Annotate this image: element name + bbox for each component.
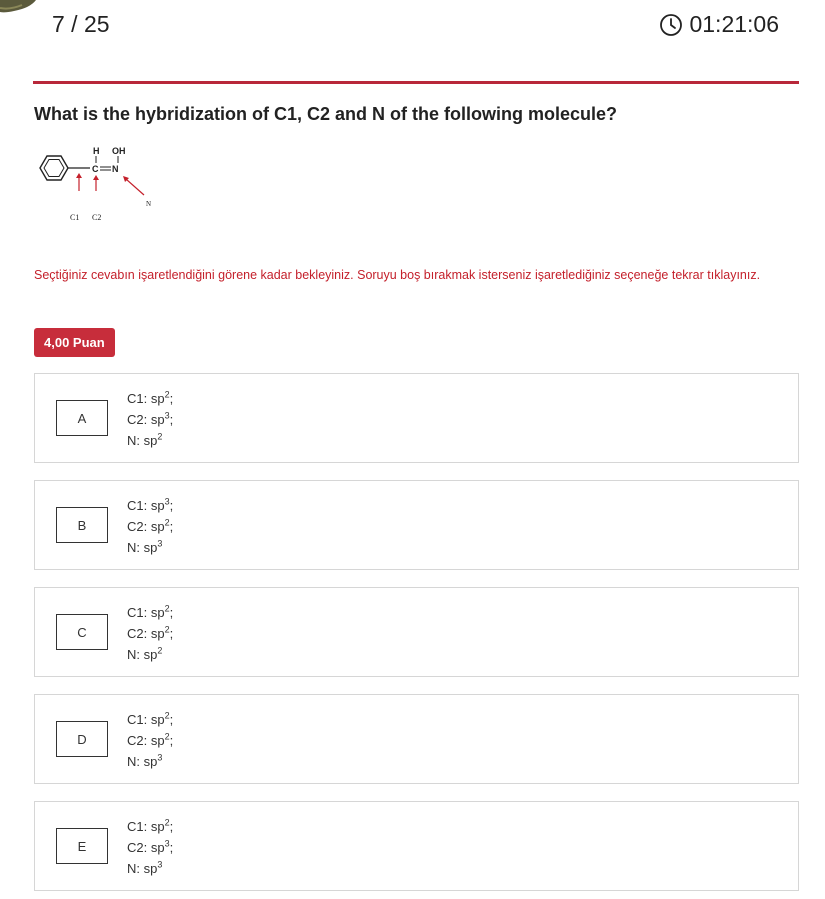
question-progress: 7 / 25 xyxy=(52,11,110,37)
option-line: N: $sp^2$ xyxy=(127,431,163,448)
option-line: C2: $sp^2$; xyxy=(127,624,174,641)
option-line: N: $sp^2$ xyxy=(127,645,163,662)
option-line: C1: $sp^3$; xyxy=(127,496,174,513)
option-text xyxy=(127,388,173,451)
option-d[interactable] xyxy=(34,694,799,784)
option-c[interactable] xyxy=(34,587,799,677)
option-line: C1: $sp^2$; xyxy=(127,603,174,620)
n-arrow xyxy=(126,179,144,195)
points-badge: 4,00 Puan xyxy=(34,328,115,357)
option-line: C1: $sp^2$; xyxy=(127,389,174,406)
option-a[interactable] xyxy=(34,373,799,463)
option-line: C2: $sp^3$; xyxy=(127,410,174,427)
c2-label: C2 xyxy=(92,213,102,222)
option-letter-button[interactable]: E xyxy=(56,828,108,864)
oh-group-label: OH xyxy=(112,146,126,156)
h-atom-label: H xyxy=(93,146,100,156)
option-letter-button[interactable]: B xyxy=(56,507,108,543)
instruction-text: Seçtiğiniz cevabın işaretlendiğini görene kadar bekleyiniz. Soruyu boş bırakmak isterseniz işaretlediğiniz seçeneğe tekrar tıklayınız. xyxy=(34,268,761,282)
option-line: C1: $sp^2$; xyxy=(127,817,174,834)
c1-label: C1 xyxy=(70,213,80,222)
option-text xyxy=(127,816,173,879)
option-line: C1: $sp^2$; xyxy=(127,710,174,727)
option-line: N: $sp^3$ xyxy=(127,538,163,555)
exam-timer xyxy=(659,11,779,38)
option-line: C2: $sp^2$; xyxy=(127,517,174,534)
c1-arrowhead xyxy=(76,173,82,178)
option-letter-button[interactable]: A xyxy=(56,400,108,436)
n-atom-label: N xyxy=(112,164,119,174)
option-line: C2: $sp^2$; xyxy=(127,731,174,748)
exam-header xyxy=(0,0,825,60)
option-letter-button[interactable]: D xyxy=(56,721,108,757)
option-line: N: $sp^3$ xyxy=(127,752,163,769)
option-b[interactable] xyxy=(34,480,799,570)
option-line: N: $sp^3$ xyxy=(127,859,163,876)
question-text: What is the hybridization of C1, C2 and N of the following molecule? xyxy=(34,104,618,124)
option-letter-button[interactable]: C xyxy=(56,614,108,650)
benzene-inner-ring xyxy=(44,160,64,177)
option-e[interactable] xyxy=(34,801,799,891)
c-atom-label: C xyxy=(92,164,99,174)
option-line: C2: $sp^3$; xyxy=(127,838,174,855)
clock-icon xyxy=(659,13,683,37)
timer-value: 01:21:06 xyxy=(689,11,779,37)
molecule-diagram xyxy=(34,143,174,228)
c2-arrowhead xyxy=(93,175,99,180)
option-text xyxy=(127,709,173,772)
option-text xyxy=(127,602,173,665)
n-label: N xyxy=(146,200,152,208)
header-divider xyxy=(33,81,799,84)
option-text xyxy=(127,495,173,558)
